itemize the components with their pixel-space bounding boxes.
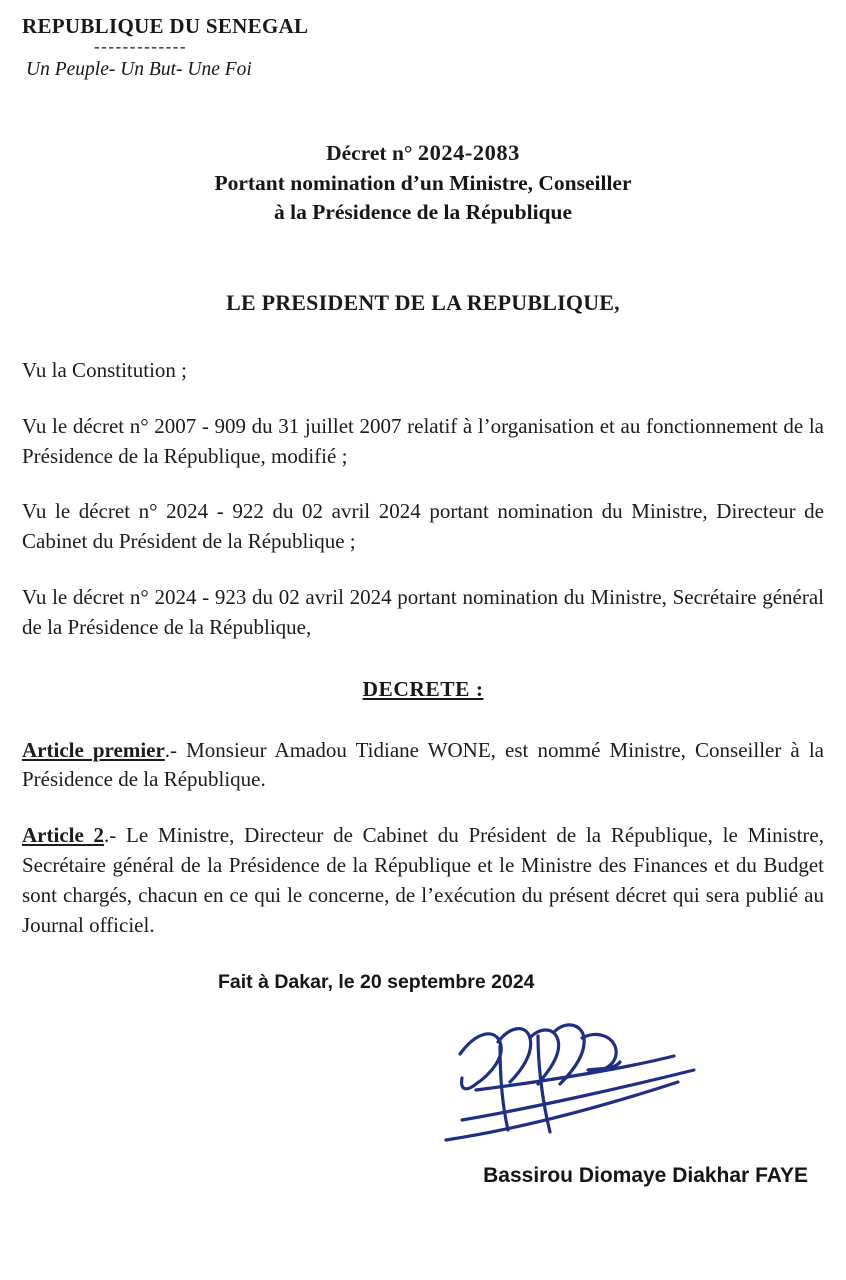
recital-item: Vu la Constitution ; xyxy=(22,357,187,382)
decree-label: Décret n° xyxy=(326,141,413,165)
document-body xyxy=(22,356,824,941)
decree-subject-line-1: Portant nomination d’un Ministre, Conseiller xyxy=(214,170,632,195)
article-label: Article 2 xyxy=(22,823,105,848)
decrete-heading: DECRETE : xyxy=(362,676,484,701)
national-motto: Un Peuple- Un But- Une Foi xyxy=(26,59,252,80)
recital-item: Vu le décret n° 2024 - 922 du 02 avril 2024 portant nomination du Ministre, Directeur de Cabinet du Président de la République ; xyxy=(22,499,824,554)
place-and-date: Fait à Dakar, le 20 septembre 2024 xyxy=(218,970,535,993)
decree-subject-line-2: à la Présidence de la République xyxy=(273,200,573,225)
document-header xyxy=(22,14,824,81)
decree-number: 2024-2083 xyxy=(417,140,520,165)
article-paragraph xyxy=(22,736,824,796)
decree-title-block xyxy=(22,137,824,228)
handwritten-signature xyxy=(22,994,824,1164)
decree-number-line xyxy=(22,137,824,169)
recital-item: Vu le décret n° 2007 - 909 du 31 juillet 2007 relatif à l’organisation et au fonctionnement de la Présidence de la République, modifié ; xyxy=(22,413,824,468)
signature-icon xyxy=(442,1012,782,1162)
article-text: .- Le Ministre, Directeur de Cabinet du Président de la République, le Ministre, Secrétaire général de la Présidence de la République et le Ministre des Finances et du Budget sont chargés, chacun en ce qui le concerne, de l’exécution du présent décret qui sera publié au Journal officiel. xyxy=(22,823,824,937)
article-text: .- Monsieur Amadou Tidiane WONE, est nommé Ministre, Conseiller à la Présidence de la République. xyxy=(22,737,824,792)
header-separator: ------------- xyxy=(94,37,188,56)
issuing-authority: LE PRESIDENT DE LA REPUBLIQUE, xyxy=(226,289,620,315)
recital-item: Vu le décret n° 2024 - 923 du 02 avril 2024 portant nomination du Ministre, Secrétaire général de la Présidence de la République, xyxy=(22,585,824,639)
signature-block xyxy=(22,971,824,1231)
country-name: REPUBLIQUE DU SENEGAL xyxy=(22,14,309,38)
signer-name: Bassirou Diomaye Diakhar FAYE xyxy=(483,1163,808,1187)
article-paragraph xyxy=(22,821,824,940)
article-label: Article premier xyxy=(22,737,165,762)
